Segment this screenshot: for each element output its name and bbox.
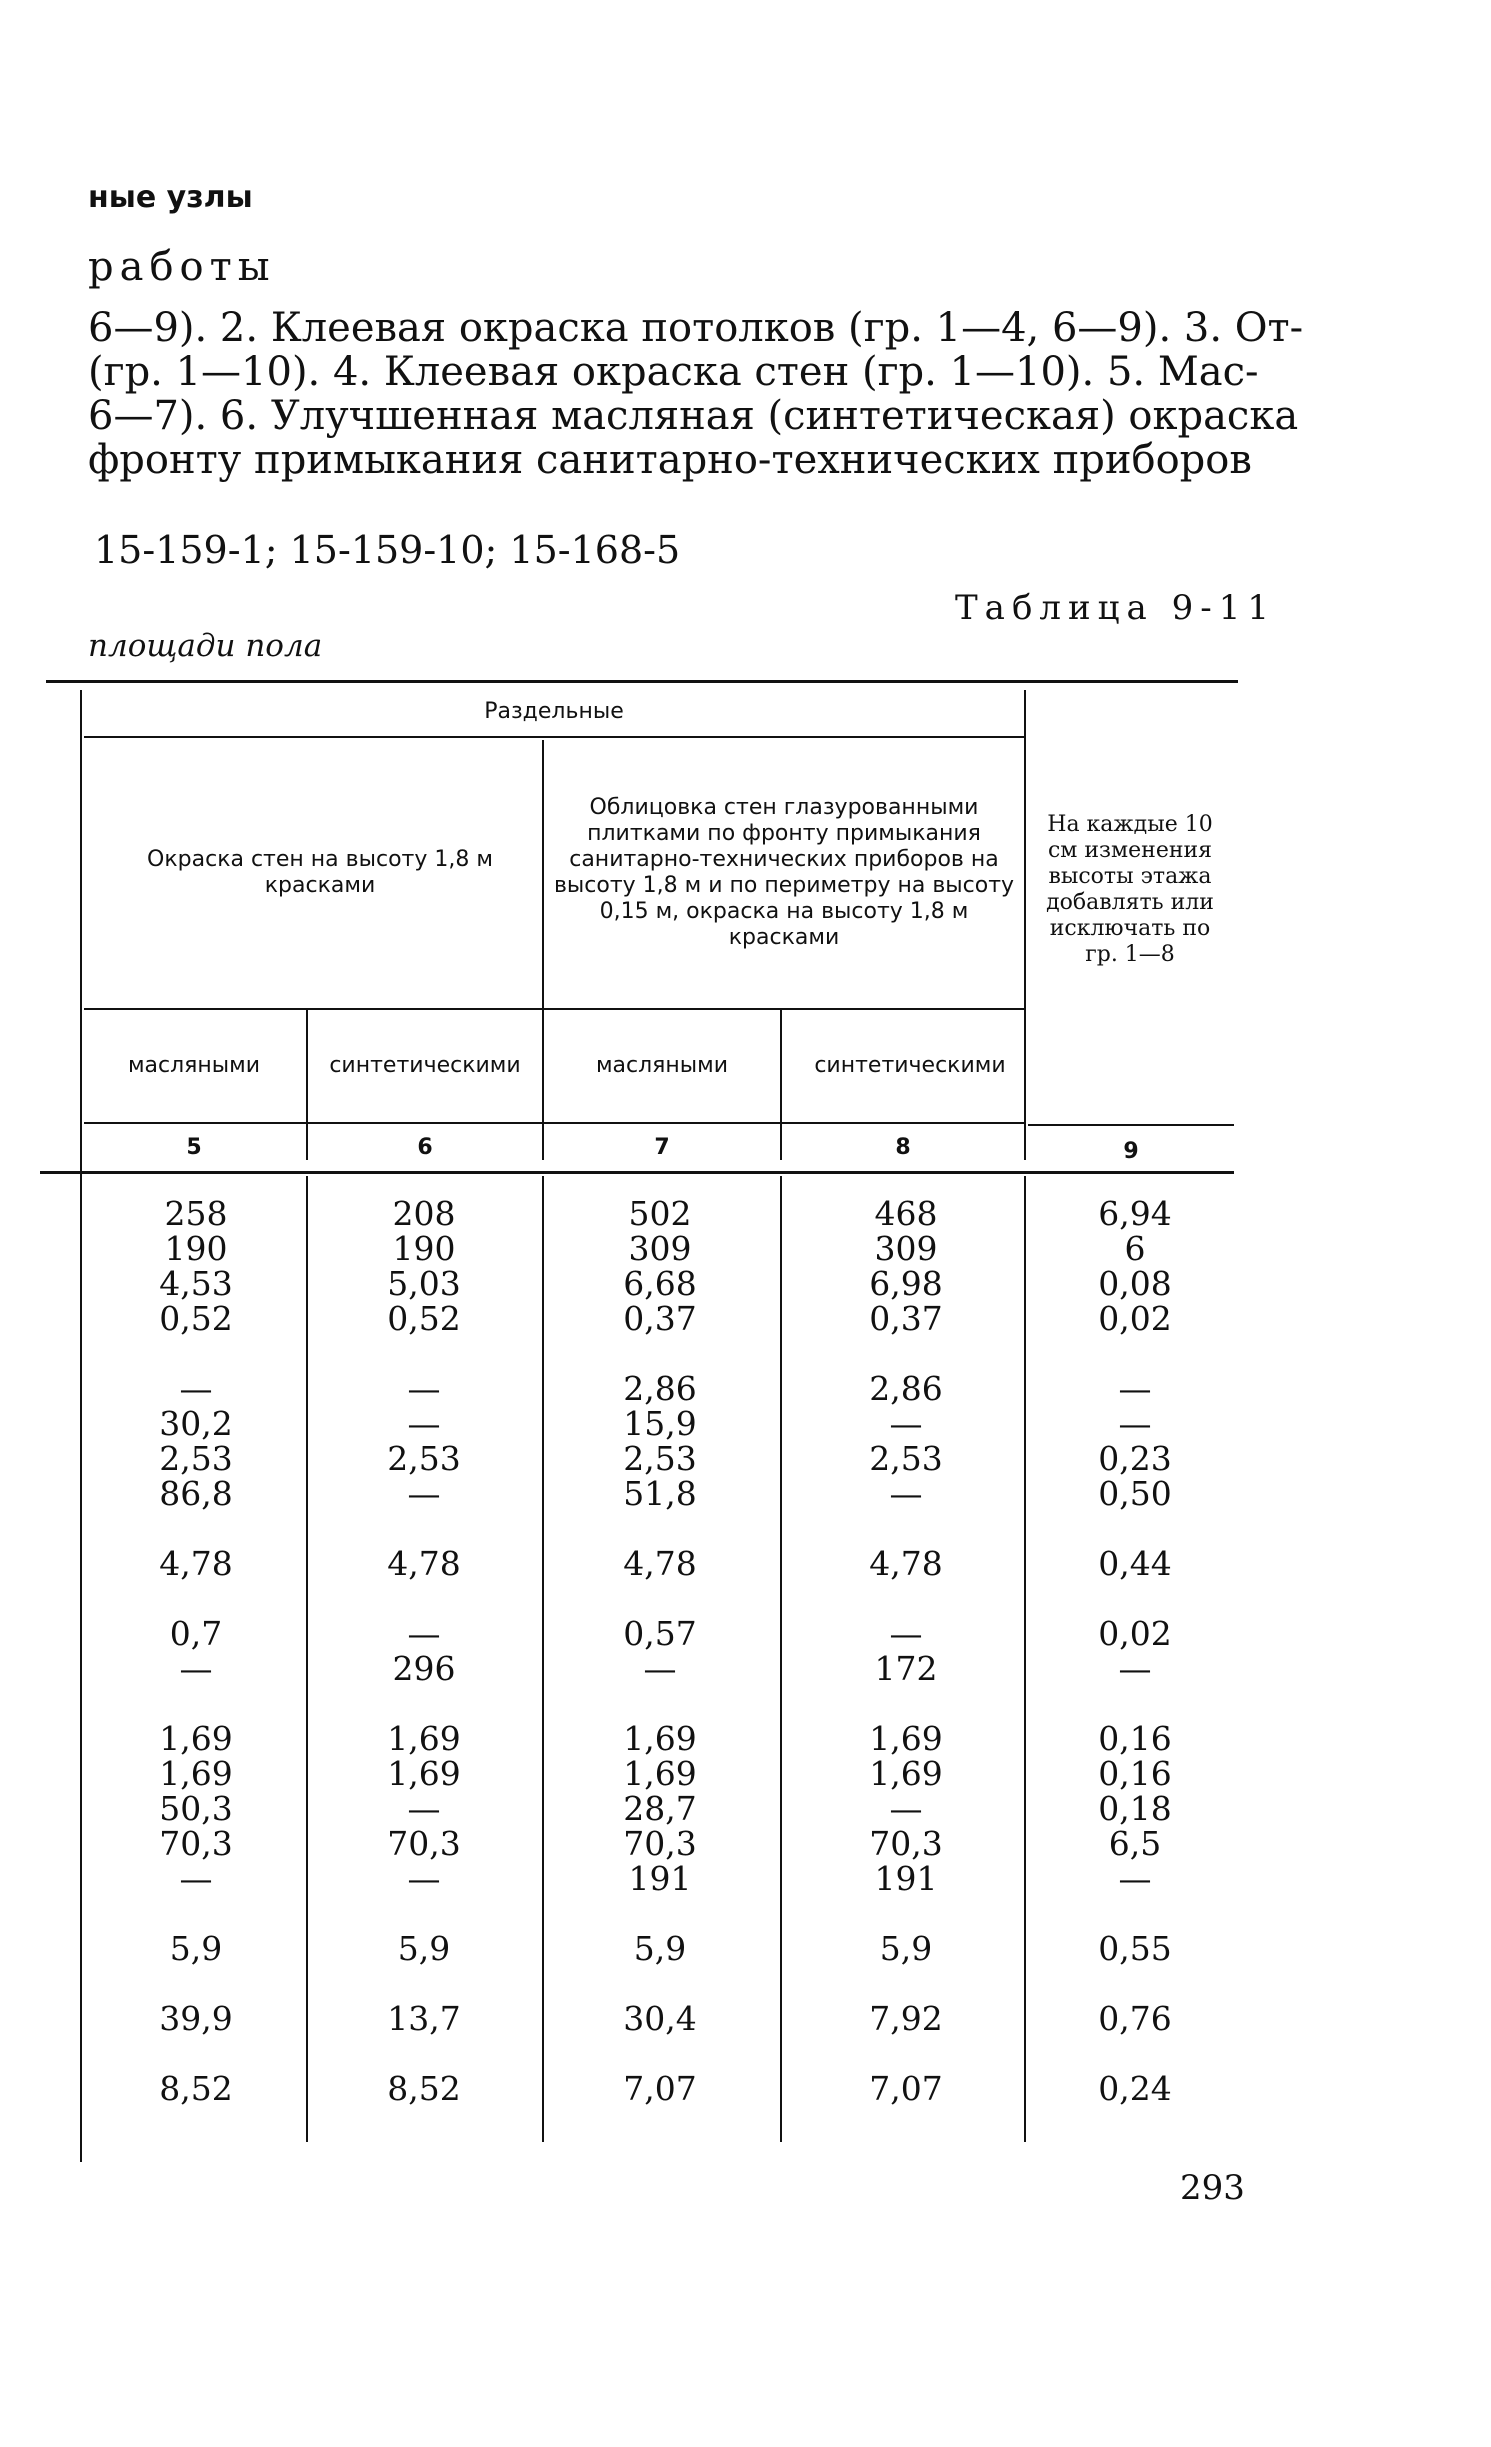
rule-col6-7-body	[542, 1176, 544, 2142]
table-cell: 208	[392, 1194, 456, 1233]
rule-left	[80, 690, 82, 2162]
page-number: 293	[1180, 2168, 1245, 2208]
col-number-6: 6	[417, 1135, 433, 1160]
table-cell: 1,69	[387, 1754, 461, 1793]
table-cell: 51,8	[623, 1474, 697, 1513]
table-cell: —	[179, 1649, 213, 1688]
table-cell: 70,3	[387, 1824, 461, 1863]
table-cell: —	[179, 1859, 213, 1898]
rule-col5-6	[306, 1010, 308, 1160]
table-cell: 6,98	[869, 1264, 943, 1303]
table-cell: 5,03	[387, 1264, 461, 1303]
table-cell: 0,37	[869, 1299, 943, 1338]
rule-under-col9-head	[1028, 1124, 1234, 1126]
table-cell: 13,7	[387, 1999, 461, 2038]
rule-col7-8-body	[780, 1176, 782, 2142]
table-cell: —	[889, 1404, 923, 1443]
table-cell: 1,69	[159, 1754, 233, 1793]
paragraph-line-1: 6—9). 2. Клеевая окраска потолков (гр. 1—4, 6—9). 3. От-	[88, 305, 1304, 351]
table-cell: 30,4	[623, 1999, 697, 2038]
table-cell: —	[889, 1789, 923, 1828]
table-cell: 4,53	[159, 1264, 233, 1303]
table-cell: 6,94	[1098, 1194, 1172, 1233]
table-cell: 30,2	[159, 1404, 233, 1443]
table-cell: —	[1118, 1859, 1152, 1898]
table-cell: 0,23	[1098, 1439, 1172, 1478]
table-cell: 5,9	[879, 1929, 933, 1968]
table-cell: 28,7	[623, 1789, 697, 1828]
table-cell: 190	[164, 1229, 228, 1268]
table-cell: 6,68	[623, 1264, 697, 1303]
table-cell: 1,69	[387, 1719, 461, 1758]
col-number-8: 8	[895, 1135, 911, 1160]
subheader-oil-1: масляными	[127, 1053, 261, 1078]
header-tile: Облицовка стен глазурованными плитками по фронту примыкания санитарно-технических приборов на высоту 1,8 м и по периметру на высоту 0,15 м, окраска на высоту 1,8 м красками	[553, 795, 1015, 950]
table-cell: 7,07	[623, 2069, 697, 2108]
table-cell: 0,52	[159, 1299, 233, 1338]
table-cell: 4,78	[159, 1544, 233, 1583]
table-cell: 86,8	[159, 1474, 233, 1513]
table-cell: 2,53	[869, 1439, 943, 1478]
table-cell: 5,9	[169, 1929, 223, 1968]
table-cell: 6,5	[1108, 1824, 1162, 1863]
rule-col7-8	[780, 1010, 782, 1160]
table-cell: —	[889, 1474, 923, 1513]
codes-line: 15-159-1; 15-159-10; 15-168-5	[94, 528, 681, 572]
header-height-change: На каждые 10 см изменения высоты этажа добавлять или исключать по гр. 1—8	[1046, 812, 1214, 967]
table-cell: —	[407, 1789, 441, 1828]
table-cell: 4,78	[869, 1544, 943, 1583]
table-cell: 2,53	[623, 1439, 697, 1478]
subheader: работы	[88, 244, 276, 290]
table-cell: 0,76	[1098, 1999, 1172, 2038]
table-cell: 7,92	[869, 1999, 943, 2038]
table-cell: —	[1118, 1404, 1152, 1443]
table-cell: 502	[628, 1194, 692, 1233]
header-separate: Раздельные	[484, 699, 624, 724]
table-cell: 191	[628, 1859, 692, 1898]
table-cell: —	[407, 1614, 441, 1653]
table-cell: 2,53	[387, 1439, 461, 1478]
table-cell: 4,78	[387, 1544, 461, 1583]
rule-under-subgroup	[84, 1008, 1024, 1010]
floor-label: площади пола	[88, 628, 323, 664]
section-header: ные узлы	[88, 180, 253, 215]
table-cell: 0,52	[387, 1299, 461, 1338]
paragraph-line-3: 6—7). 6. Улучшенная масляная (синтетическая) окраска	[88, 393, 1299, 439]
table-cell: 468	[874, 1194, 938, 1233]
table-cell: 0,08	[1098, 1264, 1172, 1303]
table-cell: 1,69	[869, 1754, 943, 1793]
col-number-7: 7	[654, 1135, 670, 1160]
rule-col6-7	[542, 740, 544, 1160]
table-cell: 2,86	[623, 1369, 697, 1408]
table-cell: 5,9	[397, 1929, 451, 1968]
subheader-oil-2: масляными	[595, 1053, 729, 1078]
table-cell: 309	[628, 1229, 692, 1268]
subheader-synth-1: синтетическими	[329, 1053, 521, 1078]
table-cell: —	[407, 1474, 441, 1513]
table-cell: —	[889, 1614, 923, 1653]
table-cell: —	[1118, 1369, 1152, 1408]
table-cell: 50,3	[159, 1789, 233, 1828]
table-cell: 2,53	[159, 1439, 233, 1478]
table-cell: 258	[164, 1194, 228, 1233]
table-title: Таблица 9-11	[955, 588, 1277, 628]
table-cell: 70,3	[623, 1824, 697, 1863]
col-number-9: 9	[1123, 1139, 1139, 1164]
rule-under-subheads	[84, 1122, 1024, 1124]
table-cell: 0,55	[1098, 1929, 1172, 1968]
table-cell: 39,9	[159, 1999, 233, 2038]
table-cell: 191	[874, 1859, 938, 1898]
table-cell: 0,18	[1098, 1789, 1172, 1828]
table-cell: 172	[874, 1649, 938, 1688]
table-cell: 8,52	[387, 2069, 461, 2108]
table-cell: 0,50	[1098, 1474, 1172, 1513]
table-cell: 0,44	[1098, 1544, 1172, 1583]
table-cell: 0,7	[169, 1614, 223, 1653]
paragraph-line-2: (гр. 1—10). 4. Клеевая окраска стен (гр. 1—10). 5. Мас-	[88, 349, 1259, 395]
table-cell: 309	[874, 1229, 938, 1268]
table-cell: 296	[392, 1649, 456, 1688]
table-cell: 1,69	[159, 1719, 233, 1758]
table-cell: 6	[1124, 1229, 1146, 1268]
table-cell: —	[407, 1404, 441, 1443]
rule-under-group	[84, 736, 1024, 738]
table-cell: 7,07	[869, 2069, 943, 2108]
table-cell: 1,69	[623, 1754, 697, 1793]
table-cell: 0,16	[1098, 1754, 1172, 1793]
table-cell: —	[1118, 1649, 1152, 1688]
subheader-synth-2: синтетическими	[814, 1053, 1006, 1078]
table-cell: 5,9	[633, 1929, 687, 1968]
table-cell: —	[407, 1369, 441, 1408]
table-cell: —	[407, 1859, 441, 1898]
header-paint: Окраска стен на высоту 1,8 м красками	[147, 847, 493, 898]
rule-col8-9	[1024, 690, 1026, 1160]
table-cell: 0,02	[1098, 1299, 1172, 1338]
table-cell: 4,78	[623, 1544, 697, 1583]
table-cell: 70,3	[159, 1824, 233, 1863]
table-cell: 0,16	[1098, 1719, 1172, 1758]
table-cell: 15,9	[623, 1404, 697, 1443]
table-cell: 0,37	[623, 1299, 697, 1338]
rule-col5-6-body	[306, 1176, 308, 2142]
table-cell: 2,86	[869, 1369, 943, 1408]
rule-col8-9-body	[1024, 1176, 1026, 2142]
col-number-5: 5	[186, 1135, 202, 1160]
table-cell: 1,69	[869, 1719, 943, 1758]
table-cell: 8,52	[159, 2069, 233, 2108]
table-cell: 0,57	[623, 1614, 697, 1653]
table-cell: 190	[392, 1229, 456, 1268]
table-cell: 0,02	[1098, 1614, 1172, 1653]
rule-top	[46, 680, 1238, 683]
paragraph-line-4: фронту примыкания санитарно-технических приборов	[88, 437, 1252, 483]
table-cell: 70,3	[869, 1824, 943, 1863]
table-cell: —	[643, 1649, 677, 1688]
table-cell: —	[179, 1369, 213, 1408]
table-cell: 0,24	[1098, 2069, 1172, 2108]
table-cell: 1,69	[623, 1719, 697, 1758]
